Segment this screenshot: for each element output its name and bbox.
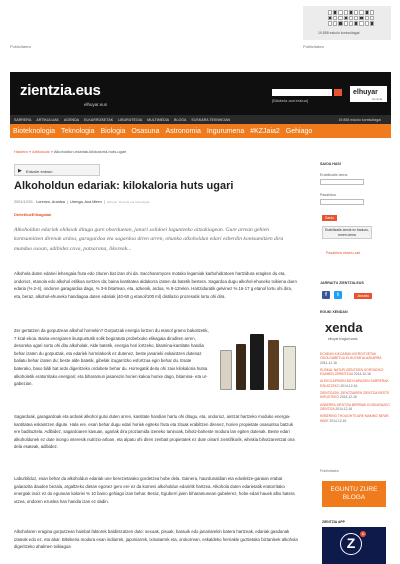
sidebar-ad-label: Publizitatea xyxy=(320,469,339,473)
nav-agenda[interactable]: AGENDA xyxy=(63,117,80,122)
cat-bioteknologia[interactable]: Bioteknologia xyxy=(13,127,56,135)
search-input[interactable] xyxy=(272,89,332,96)
article-paragraph-2: Zer gertatzen da gorputzean alkohol hornekin? Gorputzak energia lortzen du etanol gramo bakoitzetik, 7 kcal-ekoa. Baina energiaren ikuspuntutik solik begiratuta probetxuko elikagaia diruditen arren, desoreka ugari sortu ohi ditu alkoholak. Alde batetik, energia hori lortzeko, bitamina-kantitate handia behar izaten du gorputzak, eta edariek horrelakorik ez dutenez, beste janarieki eskaintzen dutenaz baliatu behar izaten du; beste alde batetik, gibelak izugarrizko esfortzua egin behar du. Esate baterako, baso bildi bat ardo digeritzeko ordubete behar du. Horregatik deitu ohi zaio kilokaloria hutsa alkoholetik eratorritako energiari; eta biharamun jasanezin horien kakoa horixe dago, bitamina- eta ur-gabezian. xyxy=(14,328,209,387)
bottle-2 xyxy=(236,344,246,390)
category-navigation xyxy=(10,124,391,138)
news-date: 2014-12-16 xyxy=(340,383,358,388)
article-date: 2001/12/01 xyxy=(14,200,34,204)
ad-label-right: Publizitatea xyxy=(303,44,324,49)
app-badge-icon: A xyxy=(361,532,365,536)
article-tag[interactable]: Dietetika/Elikagaiak xyxy=(14,212,52,217)
follow-title: JARRAITU ZIENTZIA.EUS xyxy=(320,281,364,285)
xenda-logo-text: xenda xyxy=(325,320,363,335)
list-item[interactable] xyxy=(320,379,390,388)
bottle-4 xyxy=(268,340,279,390)
article-lead: Alkoholdun edariak ohikoak ditugu gure ohorduetan, janari solidoei laguntzeko aitzakiagean. Gure artean gehien kontsumitzen direnak ardoa, garagardoa eta sagardoa diren arren, ohunka alkoholdun edari ezberdin kontsumitzen dira munduo osoan, adibidez cava, patxarana, likoreak... xyxy=(14,227,284,252)
login-button[interactable]: Sartu xyxy=(322,215,337,221)
ad-right-text: 19.858 eskolo kontsultagai xyxy=(318,31,360,35)
ad-label-left: Publizitatea xyxy=(10,44,31,49)
article-paragraph-3: Sagardoak, garagardoak eta ardoak alkohol gutxi duten arren, kantitate handian hartu ohi ditugu, eta, ondorioz, aintzat hartzeko moduko energia-kantitatea eskaintzen digute. Hala ere, esan behar dugu edari horiek egiteko fruta eta zituak erabiltzen direnez, horien propietate osasuntsu batzuk ere badituztela. Adibidez, sagardoaren kasuan, ugariak dira proziamida izeneko taninoak, bihotz-baheste modura lan egiten dutenak. Beste edari alkoholdunek ez dute inongo interesik nutrizio-arloan, eta alpatu ohi diren zenbait propietatek ez dute oinarri zientifikorik, whiskia bihotzarentzat ona dela esateak, adibidez. xyxy=(14,414,295,450)
cat-astronomia[interactable]: Astronomia xyxy=(165,127,201,135)
bottle-1 xyxy=(220,350,232,390)
play-icon: ▶ xyxy=(18,168,22,174)
breadcrumb-current: Alkoholdun-edariak-kilokaloria-huts-ugari xyxy=(53,149,127,154)
password-input[interactable] xyxy=(320,199,364,205)
xenda-news-list xyxy=(320,352,390,426)
top-navigation xyxy=(10,115,391,124)
cat-gehiago[interactable]: Gehiago xyxy=(285,127,313,135)
register-button[interactable]: Erabiltzaile-izenik ez baduzu, emen izena xyxy=(322,226,372,239)
news-text: ASBERRA ZIENTZIA BERRIAK EUSKARAZKO ZIENTZIA xyxy=(320,402,390,411)
article-author-1[interactable]: Lorenzo, Arantza xyxy=(36,200,65,204)
breadcrumb-home[interactable]: Hasiera xyxy=(14,149,28,154)
nav-elkarrizketak[interactable]: ELKARRIZKETAK xyxy=(84,117,114,122)
nav-sarrera[interactable]: SARRERA xyxy=(14,117,32,122)
news-date: 2014-12-16 xyxy=(353,372,371,377)
news-text: EUSKAL NATUR-ZIENTZIEN KORONOKO ESAMEN ZERBITZUA xyxy=(320,367,384,377)
news-date: 2014-12-16 xyxy=(329,418,347,423)
site-logo-sub: elhuyar.eus xyxy=(84,102,108,107)
crossword-icon xyxy=(328,10,374,26)
news-date: 2014-12-16 xyxy=(320,360,337,365)
breadcrumb-section[interactable]: Artikuluak xyxy=(32,149,50,154)
nav-artikuluak[interactable]: ARTIKULUAK xyxy=(36,117,59,122)
nav-liburutegia[interactable]: LIBURUTEGIA xyxy=(118,117,143,122)
news-text: IA EKOLAPIKIEN BIZI KAPAZIEN SARRERAK ESKATZEKO xyxy=(320,379,389,388)
xenda-logo[interactable] xyxy=(320,318,390,348)
elhuyar-logo-text: elhuyar xyxy=(353,89,378,96)
listen-label: Entzule entzun xyxy=(26,168,53,174)
username-label: Erabiltzaile-izena xyxy=(320,173,348,177)
cat-biologia[interactable]: Biologia xyxy=(100,127,126,135)
list-item[interactable] xyxy=(320,414,390,423)
elhuyar-logo[interactable] xyxy=(350,86,387,102)
nav-bloga[interactable]: BLOGA xyxy=(174,117,187,122)
news-text: ZIENTZIATIK ZIENTZIAREN ZIENTZIA BESTE KIRUSTEKO xyxy=(320,391,390,400)
consultation-count: 19.858 eskolo kontsultagai xyxy=(338,117,381,122)
follow-button[interactable]: Jarraitu xyxy=(354,293,372,299)
article-author-2[interactable]: Urenga, Ana Miren xyxy=(70,200,102,204)
login-title: SAIOA HASI xyxy=(320,162,341,166)
password-label: Pasahitza xyxy=(320,193,336,197)
twitter-icon[interactable]: t xyxy=(334,291,342,299)
list-item[interactable] xyxy=(320,352,390,365)
username-input[interactable] xyxy=(320,179,364,185)
list-item[interactable] xyxy=(320,368,390,377)
site-header xyxy=(10,72,391,115)
search-button[interactable] xyxy=(334,89,342,96)
bottle-3 xyxy=(250,334,264,390)
article-paragraph-1: Alkohola duten edariei lehengaia fruta edo zituren bat izan ohi da. Saccharomyces motako legamiak karbohidratoen hartzidura eragiten du eta, ondorioz, etanola edo alkohol etilikoa sortzen da; baina kantitatea aldakorra izaten da batetik bestera. Sagardoa dugu alkohol-ehuneko txikiena duen edaria (% 2-4), ondoren garagardoa dago, % 3-6 bitartean, eta, azkenik, ardoa, % 9-12rekin. Hartziduratik gelvinez % 16-17 g etanol lortu ohi dira, eta, beraz, alkohol-ehuneko handiagoa duten edariak (40-60 g etanol/100 ml) distilazio prozesutik lortu ohi dira. xyxy=(14,271,297,299)
advanced-search-link[interactable]: [Bilaketa aurreratua] xyxy=(272,98,309,103)
bottle-5 xyxy=(283,346,296,390)
xenda-logo-sub: elhuyar bloglari saria xyxy=(328,337,358,341)
site-logo[interactable]: zientzia.eus xyxy=(20,82,101,99)
breadcrumb: Hasiera » Artikuluak » Alkoholdun-edariak-kilokaloria-huts-ugari xyxy=(14,149,127,154)
news-text: KEBERING THOUGHTS ARE MAKING NEWS WIDE xyxy=(320,414,389,423)
top-ad-area xyxy=(0,0,400,56)
list-item[interactable] xyxy=(320,391,390,400)
article-meta: 2001/12/01 Lorenzo, Arantza | Urenga, Ana Miren | Elhuyar. Zientzia eta Teknologia xyxy=(14,200,150,204)
create-blog-banner[interactable]: EGUNTU ZURE BLOGA xyxy=(322,481,386,507)
article-paragraph-4: Laburbilduz, esan behar da alkoholdun edariak une berezietarako gordetzea hobe dela. Gainera, haurdunaldian eta edoskitze-garaian erabat gaiarazita dauden bezala, argaltzeko dietan egonez gero ere ez da komeni alkoholdun edariritk hartzea. Alkohola duten edarietatik eratorritako energiak inoiz ez du egunean kaloriei % 10 baino gehiago izan behar. Beraz, Eguberri jaien biharamunean gubelerez, hobe edari hauek albo batera utzea, ondoren ezuslea han handia izan ez dadin. xyxy=(14,476,295,504)
news-date: 2014-12-16 xyxy=(335,406,353,411)
list-item[interactable] xyxy=(320,403,390,412)
facebook-icon[interactable]: f xyxy=(322,291,330,299)
cat-ingurumena[interactable]: Ingurumena xyxy=(206,127,245,135)
app-label: ZIENTZIA APP xyxy=(322,520,345,524)
xenda-title: EGUKI XENDAN xyxy=(320,310,348,314)
cat-kzjaia2[interactable]: #KZJaia2 xyxy=(250,127,280,135)
news-text: ECHEAN KIKOARAK IKERGITXETAK ODOLGABETUA ELHUYAR ALAZKARRA xyxy=(320,352,382,361)
cat-osasuna[interactable]: Osasuna xyxy=(131,127,160,135)
nav-multimedia[interactable]: MULTIMEDIA xyxy=(147,117,170,122)
article-title: Alkoholdun edariak: kilokaloria huts ugari xyxy=(14,180,234,192)
nav-euskara-teknikoan[interactable]: EUSKARA TEKNIKOAN xyxy=(191,117,231,122)
article-source: Elhuyar. Zientzia eta Teknologia xyxy=(107,200,150,204)
article-paragraph-5: Alkoholaren eragina gorputzean hainbat faktorek baldintzatzen dute: sexuak, pisuak, barauik edo janariarekin batera hartzeak, edariak gasdunak izateak edo ez, eta abar. Bitsikeria modura esan indiarrek, japoniarrek, txinatarrek eta, orokorrean, eskaldeko herriakle guztietako biztanleek alkohola digeritzeko ahalmen txikiagoa xyxy=(14,529,298,550)
bottles-image xyxy=(216,330,300,390)
forgot-password-link[interactable]: Pasahitza ahaztu zait xyxy=(326,251,361,255)
listen-button[interactable] xyxy=(14,164,100,176)
app-banner[interactable] xyxy=(322,527,386,564)
elhuyar-logo-sub: zientzia xyxy=(372,97,383,101)
app-logo-icon: Z xyxy=(340,533,362,555)
news-date: 2014-12-16 xyxy=(339,395,357,400)
cat-teknologia[interactable]: Teknologia xyxy=(61,127,95,135)
